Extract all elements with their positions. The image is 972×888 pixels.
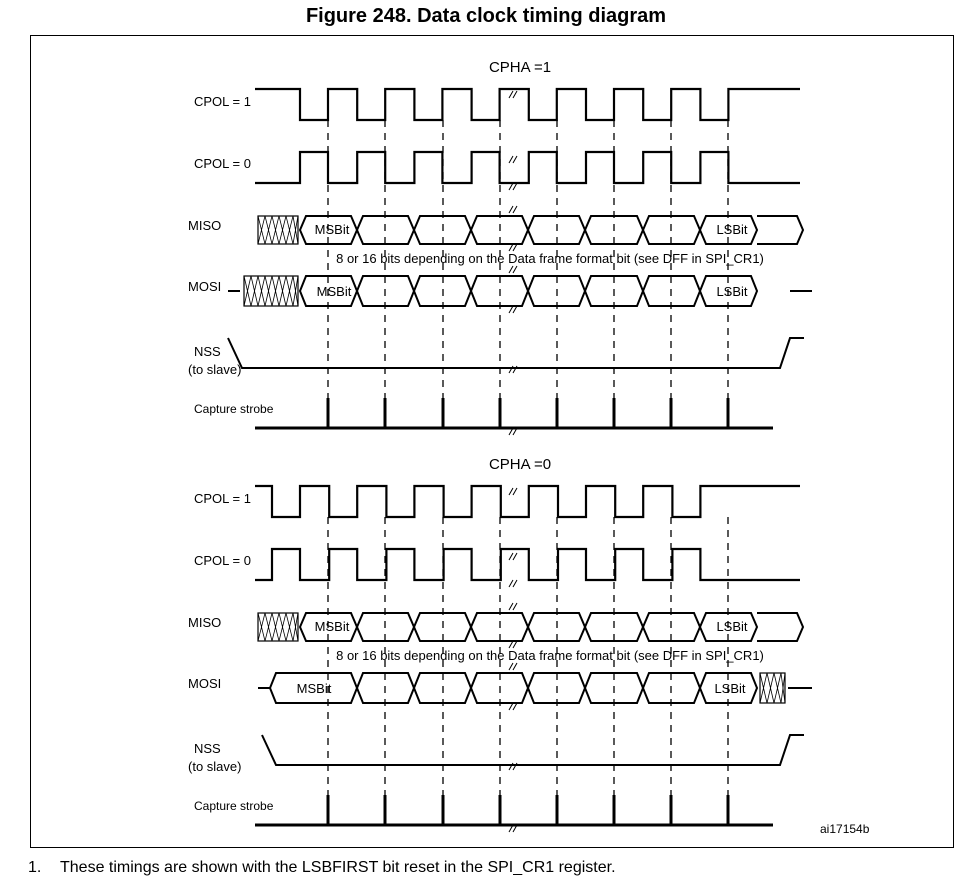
break-mark bbox=[509, 156, 517, 163]
mosi-lsbit-label: LSBit bbox=[714, 681, 746, 696]
mosi-label: MOSI bbox=[188, 279, 222, 294]
to-slave-label: (to slave) bbox=[188, 362, 242, 377]
mosi-msbit-label: MSBit bbox=[296, 681, 332, 696]
cpol0-label: CPOL = 0 bbox=[194, 553, 251, 568]
cpol1-label: CPOL = 1 bbox=[194, 94, 251, 109]
section-cpha0 bbox=[188, 456, 812, 832]
break-mark bbox=[509, 663, 517, 670]
mosi-hatch bbox=[244, 276, 298, 306]
cpol0-clock-waveform bbox=[255, 152, 800, 183]
mosi-hatch bbox=[760, 673, 785, 703]
figure-title: Figure 248. Data clock timing diagram bbox=[305, 5, 667, 27]
cpol1-clock-waveform bbox=[255, 486, 800, 517]
cpol0-clock-waveform bbox=[255, 549, 800, 580]
break-mark bbox=[509, 703, 517, 710]
nss-waveform bbox=[262, 735, 804, 765]
miso-tail bbox=[757, 613, 803, 641]
break-mark bbox=[509, 91, 517, 98]
capture-strobe-waveform bbox=[255, 795, 773, 825]
mosi-msbit-label: MSBit bbox=[316, 284, 352, 299]
break-mark bbox=[509, 266, 517, 273]
miso-label: MISO bbox=[188, 218, 222, 233]
capture-strobe-waveform bbox=[255, 398, 773, 428]
capture-strobe-label: Capture strobe bbox=[194, 799, 274, 813]
nss-waveform bbox=[228, 338, 804, 368]
miso-hatch bbox=[258, 613, 298, 641]
break-mark bbox=[509, 306, 517, 313]
section-title: CPHA =1 bbox=[488, 59, 552, 76]
miso-hatch bbox=[258, 216, 298, 244]
mosi-lsbit-label: LSBit bbox=[716, 284, 748, 299]
break-mark bbox=[509, 244, 517, 251]
break-mark bbox=[509, 580, 517, 587]
image-code-text: ai17154b bbox=[820, 822, 870, 836]
break-mark bbox=[509, 206, 517, 213]
miso-lsbit-label: LSBit bbox=[716, 619, 748, 634]
data-frame-note: 8 or 16 bits depending on the Data frame format bit (see DFF in SPI_CR1) bbox=[336, 251, 764, 266]
miso-tail bbox=[757, 216, 803, 244]
footnote bbox=[28, 859, 616, 877]
cpol1-label: CPOL = 1 bbox=[194, 491, 251, 506]
break-mark bbox=[509, 488, 517, 495]
section-title: CPHA =0 bbox=[488, 456, 552, 473]
cpol1-clock-waveform bbox=[255, 89, 800, 120]
mosi-label: MOSI bbox=[188, 676, 222, 691]
miso-msbit-label: MSBit bbox=[314, 619, 350, 634]
capture-strobe-label: Capture strobe bbox=[194, 402, 274, 416]
nss-label: NSS bbox=[194, 344, 221, 359]
break-mark bbox=[509, 603, 517, 610]
data-frame-note: 8 or 16 bits depending on the Data frame format bit (see DFF in SPI_CR1) bbox=[336, 648, 764, 663]
miso-label: MISO bbox=[188, 615, 222, 630]
break-mark bbox=[509, 553, 517, 560]
to-slave-label: (to slave) bbox=[188, 759, 242, 774]
miso-lsbit-label: LSBit bbox=[716, 222, 748, 237]
footnote-number: 1. bbox=[28, 859, 42, 876]
nss-label: NSS bbox=[194, 741, 221, 756]
section-cpha1 bbox=[188, 59, 812, 435]
break-mark bbox=[509, 641, 517, 648]
miso-msbit-label: MSBit bbox=[314, 222, 350, 237]
cpol0-label: CPOL = 0 bbox=[194, 156, 251, 171]
footnote-text: These timings are shown with the LSBFIRST bit reset in the SPI_CR1 register. bbox=[60, 859, 616, 876]
